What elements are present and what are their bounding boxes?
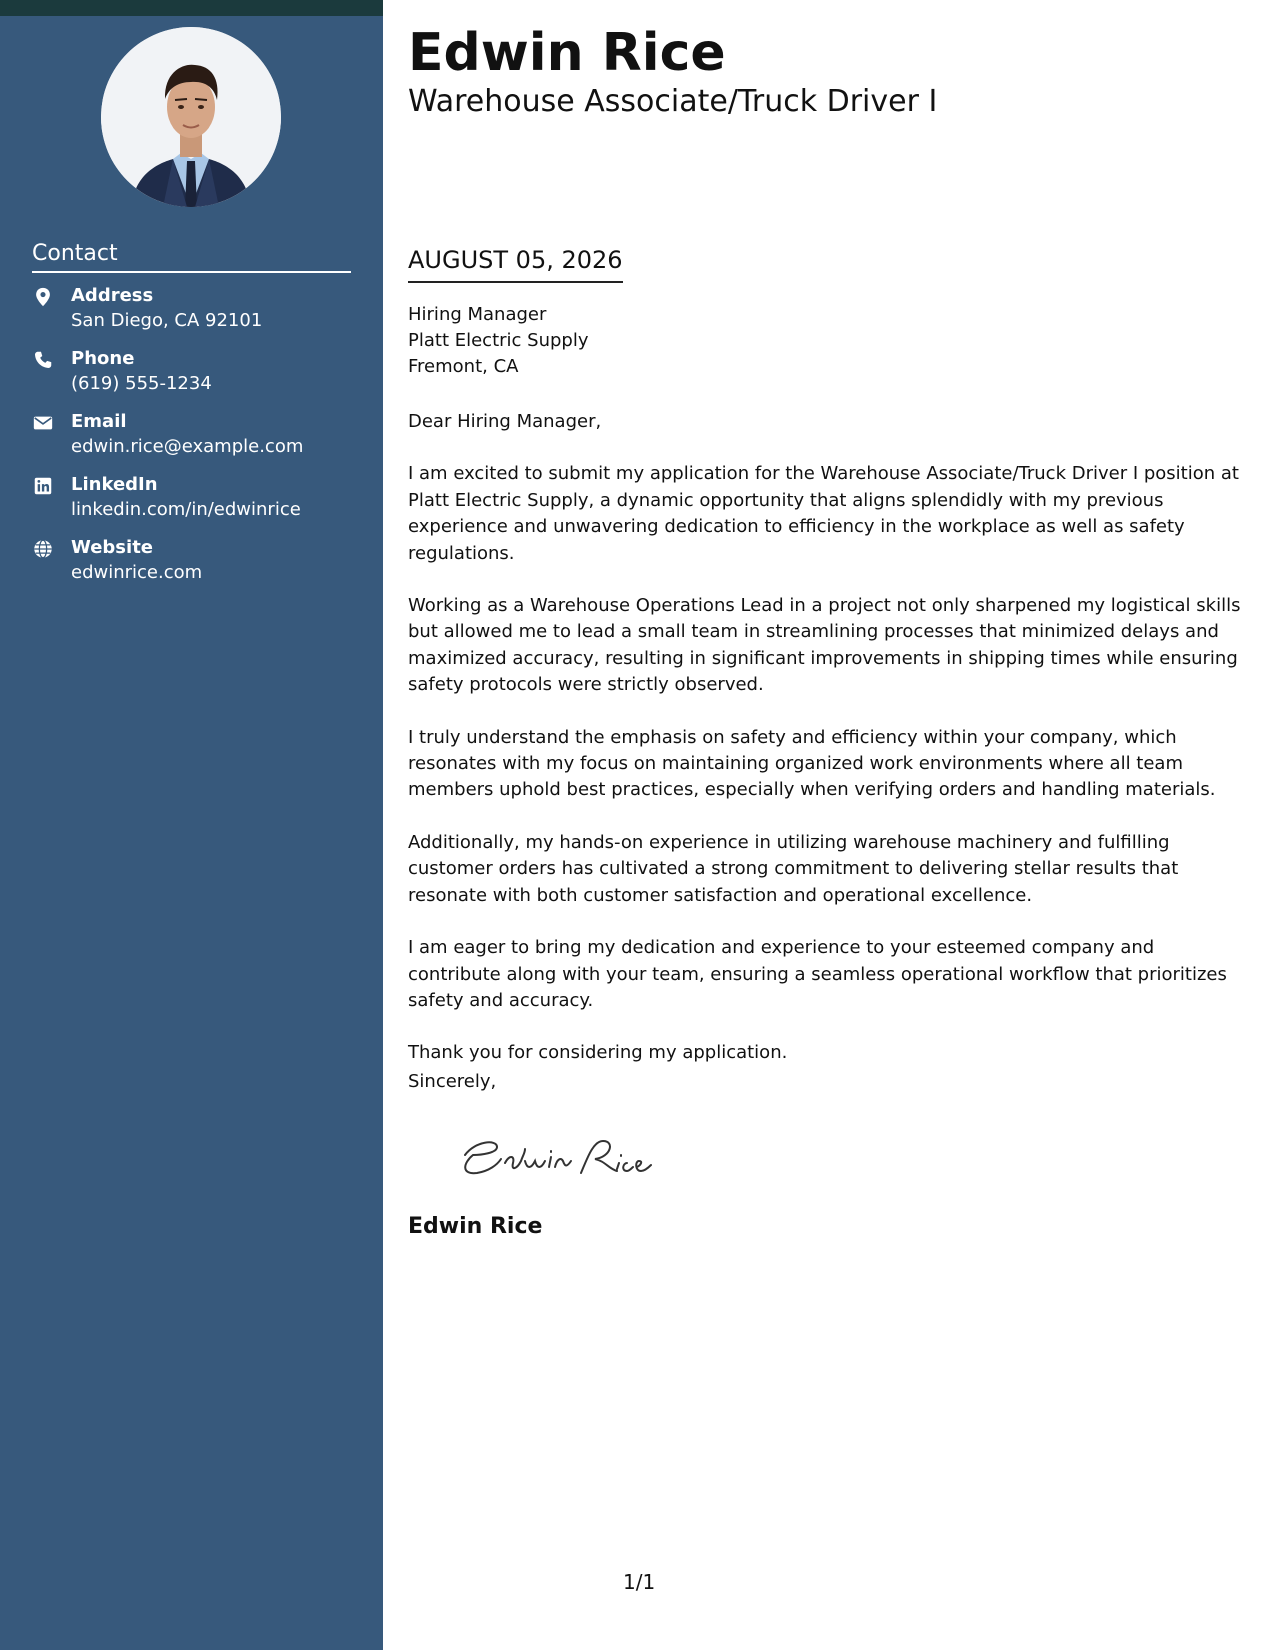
recipient-line: Fremont, CA [408,356,519,377]
contact-item-linkedin [32,473,362,536]
globe-icon [32,538,56,562]
letter-paragraph: Working as a Warehouse Operations Lead in a project not only sharpened my logistical skills but allowed me to lead a small team in streamlining processes that minimized delays and maximized accuracy, resulting in significant improvements in shipping times while ensuring safety protocols were strictly observed. [408,595,1241,696]
handwritten-signature [453,1125,673,1185]
sidebar-top-bar [0,0,383,16]
recipient-line: Platt Electric Supply [408,330,589,351]
contact-item-address [32,284,362,347]
contact-label: Address [71,285,154,306]
sidebar [0,0,383,1650]
website-value: edwinrice.com [71,562,203,583]
email-value: edwin.rice@example.com [71,436,304,457]
closing: Sincerely, [408,1071,497,1092]
address-value: San Diego, CA 92101 [71,310,263,331]
avatar [101,27,281,207]
contact-label: Email [71,411,127,432]
phone-value: (619) 555-1234 [71,373,212,394]
letter-paragraph: I am excited to submit my application for the Warehouse Associate/Truck Driver I position at Platt Electric Supply, a dynamic opportunity that aligns splendidly with my previous experience and unwavering dedication to efficiency in the workplace as well as safety regulations. [408,463,1239,564]
letter-date: AUGUST 05, 2026 [408,243,623,283]
recipient-line: Hiring Manager [408,304,547,325]
contact-item-email [32,410,362,473]
page-number: 1/1 [623,1570,656,1594]
linkedin-icon [32,475,56,499]
contact-label: LinkedIn [71,474,158,495]
contact-label: Phone [71,348,135,369]
letter-paragraph: Thank you for considering my application. [408,1042,788,1064]
letter-paragraph: Additionally, my hands-on experience in utilizing warehouse machinery and fulfilling customer orders has cultivated a strong commitment to delivering stellar results that resonate with both customer satisfaction and operational excellence. [408,831,1179,906]
salutation: Dear Hiring Manager, [408,411,602,432]
letter-paragraph: I truly understand the emphasis on safety and efficiency within your company, which resonates with my focus on maintaining organized work environments where all team members uphold best practices, especially when verifying orders and handling materials. [408,726,1216,801]
letter-body [408,409,1248,1093]
contact-label: Website [71,537,154,558]
envelope-icon [32,412,56,436]
contact-item-website [32,536,362,599]
map-pin-icon [32,286,56,310]
contact-heading: Contact [32,240,351,273]
contact-item-phone [32,347,362,410]
recipient-block [408,302,588,380]
letter-paragraph: I am eager to bring my dedication and experience to your esteemed company and contribute along with your team, ensuring a seamless operational workflow that prioritizes safety and accuracy. [408,937,1227,1011]
candidate-name: Edwin Rice [408,23,726,83]
profile-photo [101,27,281,207]
phone-icon [32,349,56,373]
signer-name: Edwin Rice [408,1214,543,1239]
linkedin-value: linkedin.com/in/edwinrice [71,499,301,520]
candidate-job-title: Warehouse Associate/Truck Driver I [408,84,938,119]
contact-list [32,284,362,599]
